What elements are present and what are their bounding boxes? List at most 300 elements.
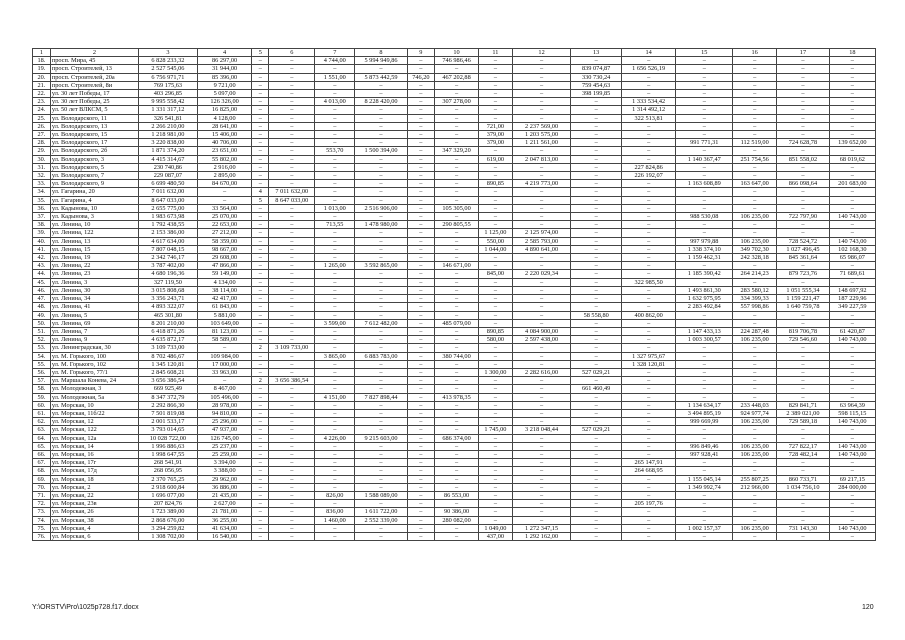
table-row: [33, 163, 876, 171]
table-row: [33, 278, 876, 286]
table-cell: 64.: [33, 434, 51, 442]
table-row: [33, 500, 876, 508]
table-cell: 163 647,00: [733, 180, 777, 188]
table-cell: –: [777, 377, 829, 385]
table-cell: –: [571, 204, 621, 212]
table-cell: –: [269, 467, 315, 475]
table-cell: –: [512, 459, 571, 467]
table-cell: –: [252, 508, 269, 516]
table-cell: 839 074,87: [571, 65, 621, 73]
table-cell: 40.: [33, 237, 51, 245]
table-cell: –: [621, 90, 676, 98]
table-cell: 140 743,00: [829, 237, 875, 245]
table-cell: –: [621, 147, 676, 155]
table-cell: –: [407, 213, 434, 221]
table-cell: 8 702 486,67: [139, 352, 198, 360]
table-cell: 713,55: [315, 221, 355, 229]
table-cell: 27 212,00: [197, 229, 252, 237]
table-cell: 2 845 608,21: [139, 368, 198, 376]
table-cell: 2 292 866,30: [139, 401, 198, 409]
table-cell: –: [252, 319, 269, 327]
table-row: [33, 442, 876, 450]
table-cell: 845,00: [479, 270, 513, 278]
table-cell: 1 140 367,47: [676, 155, 733, 163]
table-cell: –: [269, 409, 315, 417]
table-cell: –: [571, 131, 621, 139]
table-cell: –: [355, 442, 407, 450]
table-cell: –: [269, 319, 315, 327]
table-cell: 380 744,00: [435, 352, 479, 360]
table-cell: –: [269, 475, 315, 483]
table-cell: 1 155 045,14: [676, 475, 733, 483]
table-cell: –: [777, 90, 829, 98]
table-cell: 1 300,00: [479, 368, 513, 376]
table-cell: –: [252, 327, 269, 335]
table-cell: –: [621, 524, 676, 532]
table-cell: –: [571, 434, 621, 442]
table-cell: 6: [269, 49, 315, 57]
table-cell: –: [435, 245, 479, 253]
table-cell: 349 702,30: [733, 245, 777, 253]
table-cell: 879 723,76: [777, 270, 829, 278]
table-cell: ул. Ленина, 34: [50, 295, 138, 303]
table-cell: 7 011 632,00: [139, 188, 198, 196]
table-cell: –: [676, 360, 733, 368]
table-cell: –: [435, 81, 479, 89]
table-cell: 2 527 545,06: [139, 65, 198, 73]
table-cell: 36 255,00: [197, 516, 252, 524]
table-cell: –: [435, 163, 479, 171]
table-cell: –: [621, 532, 676, 540]
table-cell: –: [197, 188, 252, 196]
table-cell: 58 558,80: [571, 311, 621, 319]
table-row: [33, 286, 876, 294]
table-cell: 3 494 895,19: [676, 409, 733, 417]
table-row: [33, 336, 876, 344]
table-cell: 1 588 089,00: [355, 491, 407, 499]
table-cell: –: [435, 344, 479, 352]
table-cell: 3 793 014,65: [139, 426, 198, 434]
table-cell: 2 237 569,00: [512, 122, 571, 130]
table-cell: просп. Строителей, 20а: [50, 73, 138, 81]
table-cell: –: [829, 352, 875, 360]
table-cell: 729 589,18: [777, 418, 829, 426]
table-cell: –: [571, 245, 621, 253]
table-cell: –: [269, 516, 315, 524]
table-cell: –: [733, 114, 777, 122]
table-cell: –: [252, 500, 269, 508]
table-cell: 2 001 533,17: [139, 418, 198, 426]
table-cell: –: [676, 131, 733, 139]
table-cell: –: [269, 426, 315, 434]
table-cell: 661 460,49: [571, 385, 621, 393]
table-cell: –: [315, 344, 355, 352]
table-cell: 4 219 773,00: [512, 180, 571, 188]
table-cell: 9 721,00: [197, 81, 252, 89]
table-cell: 2 918 600,84: [139, 483, 198, 491]
table-cell: –: [435, 254, 479, 262]
table-cell: –: [355, 459, 407, 467]
table-cell: –: [777, 98, 829, 106]
table-cell: –: [435, 270, 479, 278]
table-cell: –: [777, 311, 829, 319]
table-cell: –: [407, 57, 434, 65]
table-cell: 109 984,00: [197, 352, 252, 360]
table-cell: –: [252, 131, 269, 139]
table-cell: 36 886,00: [197, 483, 252, 491]
table-cell: 21 435,00: [197, 491, 252, 499]
table-cell: –: [252, 270, 269, 278]
table-cell: –: [197, 344, 252, 352]
table-cell: –: [252, 434, 269, 442]
table-cell: 10: [435, 49, 479, 57]
table-cell: –: [621, 442, 676, 450]
table-cell: 2 627,00: [197, 500, 252, 508]
table-cell: 1 611 722,00: [355, 508, 407, 516]
table-cell: –: [315, 213, 355, 221]
table-cell: –: [435, 286, 479, 294]
table-cell: 5 873 442,59: [355, 73, 407, 81]
table-cell: 1 998 647,55: [139, 450, 198, 458]
table-cell: –: [355, 188, 407, 196]
table-cell: –: [829, 65, 875, 73]
table-cell: –: [829, 385, 875, 393]
table-cell: –: [621, 418, 676, 426]
table-cell: 50.: [33, 319, 51, 327]
table-cell: 29 608,00: [197, 254, 252, 262]
table-row: [33, 131, 876, 139]
table-cell: –: [479, 254, 513, 262]
table-cell: –: [407, 163, 434, 171]
table-cell: 41.: [33, 245, 51, 253]
table-cell: ул. Молодежная, 3: [50, 385, 138, 393]
table-cell: –: [733, 352, 777, 360]
table-row: [33, 237, 876, 245]
table-cell: –: [315, 401, 355, 409]
table-cell: –: [407, 270, 434, 278]
table-row: [33, 180, 876, 188]
table-cell: –: [407, 516, 434, 524]
table-cell: 73.: [33, 508, 51, 516]
table-cell: 2: [50, 49, 138, 57]
table-cell: 322 985,50: [621, 278, 676, 286]
table-cell: 187 229,96: [829, 295, 875, 303]
table-cell: –: [252, 532, 269, 540]
table-cell: 29.: [33, 147, 51, 155]
table-cell: 68 019,62: [829, 155, 875, 163]
table-cell: просп. Мира, 45: [50, 57, 138, 65]
table-row: [33, 344, 876, 352]
table-row: [33, 262, 876, 270]
table-cell: –: [512, 81, 571, 89]
table-cell: –: [407, 131, 434, 139]
table-cell: –: [407, 401, 434, 409]
table-cell: –: [676, 377, 733, 385]
table-cell: 991 771,31: [676, 139, 733, 147]
table-cell: 1 002 157,37: [676, 524, 733, 532]
table-cell: –: [621, 204, 676, 212]
table-cell: –: [435, 483, 479, 491]
table-cell: ул. Морская, 14: [50, 442, 138, 450]
table-cell: –: [829, 377, 875, 385]
table-cell: 2 266 210,00: [139, 122, 198, 130]
table-cell: –: [315, 286, 355, 294]
table-cell: –: [777, 57, 829, 65]
table-cell: –: [777, 434, 829, 442]
table-row: [33, 81, 876, 89]
table-cell: –: [315, 295, 355, 303]
table-cell: –: [252, 401, 269, 409]
table-cell: –: [407, 204, 434, 212]
table-cell: 4 617 634,00: [139, 237, 198, 245]
table-cell: –: [252, 122, 269, 130]
table-cell: –: [355, 377, 407, 385]
table-cell: 924 977,74: [733, 409, 777, 417]
table-cell: –: [479, 409, 513, 417]
table-cell: –: [479, 57, 513, 65]
table-row: [33, 114, 876, 122]
table-cell: 21 781,00: [197, 508, 252, 516]
table-cell: 71.: [33, 491, 51, 499]
table-cell: ул. 30 лет Победы, 17: [50, 90, 138, 98]
table-cell: –: [676, 147, 733, 155]
table-cell: 553,70: [315, 147, 355, 155]
table-cell: 38.: [33, 221, 51, 229]
table-cell: 7 011 632,00: [269, 188, 315, 196]
table-row: [33, 254, 876, 262]
table-cell: 15 406,00: [197, 131, 252, 139]
table-cell: –: [733, 65, 777, 73]
table-cell: –: [621, 491, 676, 499]
table-cell: 3 220 838,00: [139, 139, 198, 147]
table-cell: 37.: [33, 213, 51, 221]
table-cell: 485 079,00: [435, 319, 479, 327]
table-cell: –: [269, 147, 315, 155]
table-row: [33, 532, 876, 540]
table-cell: –: [315, 81, 355, 89]
table-cell: ул. Володарского, 9: [50, 180, 138, 188]
table-cell: –: [512, 434, 571, 442]
table-cell: –: [269, 393, 315, 401]
table-header-row: [33, 49, 876, 57]
table-cell: 4 680 196,36: [139, 270, 198, 278]
table-cell: –: [621, 368, 676, 376]
table-cell: 1 125,00: [479, 229, 513, 237]
table-cell: 90 386,00: [435, 508, 479, 516]
table-row: [33, 516, 876, 524]
table-cell: –: [435, 65, 479, 73]
table-cell: –: [269, 491, 315, 499]
table-cell: –: [621, 377, 676, 385]
table-cell: –: [435, 401, 479, 409]
table-cell: 1 203 575,00: [512, 131, 571, 139]
table-cell: –: [315, 180, 355, 188]
table-cell: 36.: [33, 204, 51, 212]
table-row: [33, 303, 876, 311]
table-cell: –: [435, 377, 479, 385]
table-cell: –: [435, 450, 479, 458]
table-cell: –: [829, 319, 875, 327]
table-cell: –: [829, 221, 875, 229]
table-cell: –: [571, 229, 621, 237]
table-cell: –: [676, 368, 733, 376]
table-cell: –: [355, 409, 407, 417]
table-cell: –: [571, 475, 621, 483]
table-cell: 140 743,00: [829, 418, 875, 426]
table-cell: –: [829, 344, 875, 352]
table-cell: –: [733, 311, 777, 319]
table-cell: –: [407, 450, 434, 458]
table-cell: ул. Кадынова, 10: [50, 204, 138, 212]
table-cell: ул. Морская, 16: [50, 450, 138, 458]
table-cell: 7 827 898,44: [355, 393, 407, 401]
table-cell: –: [777, 426, 829, 434]
table-cell: 8: [355, 49, 407, 57]
table-cell: 106 235,00: [733, 336, 777, 344]
table-cell: 728 482,14: [777, 450, 829, 458]
table-cell: –: [777, 344, 829, 352]
table-cell: –: [621, 409, 676, 417]
table-cell: ул. Морская, 10: [50, 401, 138, 409]
table-cell: ул. Кадынова, 3: [50, 213, 138, 221]
table-cell: –: [829, 311, 875, 319]
table-row: [33, 368, 876, 376]
table-cell: –: [355, 139, 407, 147]
table-cell: 1 051 555,34: [777, 286, 829, 294]
table-cell: –: [269, 245, 315, 253]
table-cell: –: [733, 459, 777, 467]
table-cell: –: [435, 336, 479, 344]
table-cell: 2 552 339,00: [355, 516, 407, 524]
table-cell: 255 807,25: [733, 475, 777, 483]
table-cell: 722 797,90: [777, 213, 829, 221]
table-cell: 61 420,87: [829, 327, 875, 335]
table-cell: –: [435, 122, 479, 130]
table-cell: –: [512, 467, 571, 475]
table-row: [33, 57, 876, 65]
table-cell: –: [676, 90, 733, 98]
table-cell: –: [355, 368, 407, 376]
table-cell: –: [676, 196, 733, 204]
table-cell: 105 305,00: [435, 204, 479, 212]
table-cell: –: [676, 73, 733, 81]
table-cell: 94 810,00: [197, 409, 252, 417]
table-cell: –: [407, 172, 434, 180]
table-cell: 557 998,86: [733, 303, 777, 311]
table-cell: –: [479, 213, 513, 221]
table-cell: 721,00: [479, 122, 513, 130]
table-cell: –: [269, 57, 315, 65]
table-cell: –: [571, 336, 621, 344]
table-cell: –: [269, 311, 315, 319]
table-cell: –: [269, 180, 315, 188]
table-cell: 6 828 233,32: [139, 57, 198, 65]
table-cell: 25 070,00: [197, 213, 252, 221]
table-cell: –: [269, 163, 315, 171]
table-cell: –: [269, 106, 315, 114]
table-cell: –: [355, 336, 407, 344]
table-cell: –: [252, 139, 269, 147]
table-cell: 58 359,00: [197, 237, 252, 245]
table-cell: –: [269, 270, 315, 278]
table-cell: 212 966,00: [733, 483, 777, 491]
table-cell: –: [315, 450, 355, 458]
table-cell: 1 792 438,55: [139, 221, 198, 229]
table-cell: –: [621, 188, 676, 196]
table-cell: ул. Ленина, 5: [50, 311, 138, 319]
table-cell: 1 044,00: [479, 245, 513, 253]
table-cell: –: [407, 352, 434, 360]
table-cell: 8 647 033,00: [269, 196, 315, 204]
table-cell: –: [621, 155, 676, 163]
table-cell: –: [252, 385, 269, 393]
table-cell: –: [252, 180, 269, 188]
table-cell: –: [621, 508, 676, 516]
table-cell: 23.: [33, 98, 51, 106]
table-cell: –: [571, 188, 621, 196]
table-cell: 746 986,46: [435, 57, 479, 65]
table-cell: 112 519,00: [733, 139, 777, 147]
table-cell: –: [407, 221, 434, 229]
table-row: [33, 245, 876, 253]
table-cell: 1 272 347,15: [512, 524, 571, 532]
table-cell: просп. Строителей, 8и: [50, 81, 138, 89]
table-cell: –: [252, 295, 269, 303]
table-cell: 62.: [33, 418, 51, 426]
table-cell: –: [676, 467, 733, 475]
table-cell: –: [407, 344, 434, 352]
table-cell: –: [252, 254, 269, 262]
table-cell: –: [479, 262, 513, 270]
table-cell: 53.: [33, 344, 51, 352]
table-cell: 437,00: [479, 532, 513, 540]
table-cell: 106 235,00: [733, 237, 777, 245]
table-cell: –: [829, 532, 875, 540]
table-cell: –: [829, 114, 875, 122]
table-cell: –: [479, 221, 513, 229]
table-cell: 4 013,00: [315, 98, 355, 106]
table-cell: –: [512, 401, 571, 409]
table-cell: ул. Морская, 17д: [50, 467, 138, 475]
table-cell: –: [676, 163, 733, 171]
table-cell: 51.: [33, 327, 51, 335]
table-cell: –: [479, 500, 513, 508]
table-cell: 126 326,00: [197, 98, 252, 106]
table-cell: –: [621, 303, 676, 311]
table-cell: –: [571, 459, 621, 467]
table-cell: ул. 30 лет Победы, 25: [50, 98, 138, 106]
table-cell: –: [829, 196, 875, 204]
table-cell: –: [435, 459, 479, 467]
table-cell: 2: [252, 344, 269, 352]
table-cell: –: [252, 459, 269, 467]
table-cell: 86 553,00: [435, 491, 479, 499]
table-cell: ул. Морская, 18: [50, 475, 138, 483]
table-cell: –: [407, 418, 434, 426]
table-cell: просп. Строителей, 13: [50, 65, 138, 73]
table-cell: ул. Морская, 38: [50, 516, 138, 524]
table-cell: –: [676, 221, 733, 229]
table-cell: –: [407, 442, 434, 450]
table-cell: –: [829, 278, 875, 286]
table-cell: –: [777, 532, 829, 540]
table-cell: –: [512, 393, 571, 401]
table-cell: 4 151,00: [315, 393, 355, 401]
table-cell: –: [777, 385, 829, 393]
table-cell: –: [355, 286, 407, 294]
table-cell: –: [676, 319, 733, 327]
table-cell: –: [435, 278, 479, 286]
